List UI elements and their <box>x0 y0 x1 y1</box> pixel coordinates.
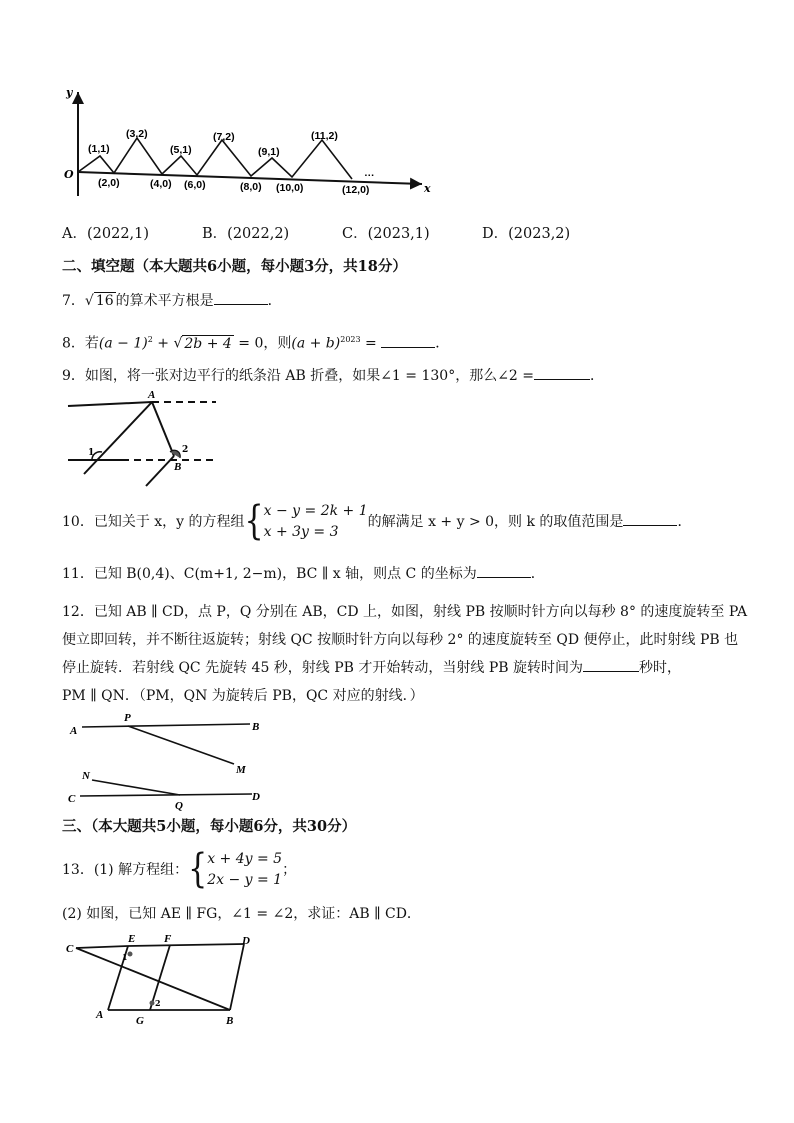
bottom-label: (2,0) <box>98 177 120 189</box>
section-3-title: 三、（本大题共5小题，每小题6分，共30分） <box>62 818 357 835</box>
point-q-label: Q <box>175 800 183 812</box>
question-13-part-1: 13．(1) 解方程组：{x + 4y = 5 2x − y = 1； <box>62 845 297 893</box>
ellipsis: … <box>364 167 375 179</box>
peak-label: (3,2) <box>126 128 148 140</box>
point-c-label: C <box>66 943 74 955</box>
q12-line-4: PM ∥ QN．（PM，QN 为旋转后 PB，QC 对应的射线．） <box>62 688 424 704</box>
origin-label: O <box>64 168 74 181</box>
point-f-label: F <box>164 933 172 945</box>
point-a-label: A <box>96 1009 104 1021</box>
figure-q13-parallelogram <box>62 932 262 1028</box>
peak-label: (11,2) <box>311 130 338 142</box>
question-7: 7．√ 16 的算术平方根是 ． <box>62 290 282 311</box>
choice-b: B．(2022,2) <box>202 226 290 242</box>
question-11: 11．已知 B(0,4)、C(m+1, 2−m)，BC ∥ x 轴，则点 C 的坐标为 ． <box>62 563 545 584</box>
point-p-label: P <box>124 712 131 724</box>
figure-q9-folded-strip <box>62 388 222 490</box>
bottom-label: (8,0) <box>240 181 262 193</box>
peak-label: (7,2) <box>213 131 235 143</box>
point-c-label: C <box>68 793 76 805</box>
choice-c: C．(2023,1) <box>342 226 430 242</box>
question-10: 10．已知关于 x，y 的方程组{x − y = 2k + 1 x + 3y = 3的解满足 x + y > 0，则 k 的取值范围是 ． <box>62 497 692 545</box>
point-a-label: A <box>70 725 78 737</box>
point-d-label: D <box>242 935 250 947</box>
point-d-label: D <box>252 791 260 803</box>
point-b-label: B <box>252 721 260 733</box>
q12-line-1: 12．已知 AB ∥ CD，点 P，Q 分别在 AB，CD 上，如图，射线 PB 按顺时针方向以每秒 8° 的速度旋转至 PA <box>62 604 748 620</box>
angle-1-label: 1 <box>122 952 128 962</box>
q12-line-2: 便立即回转，并不断往返旋转；射线 QC 按顺时针方向以每秒 2° 的速度旋转至 QD 便停止，此时射线 PB 也 <box>62 632 739 648</box>
question-13-part-2: (2) 如图，已知 AE ∥ FG，∠1 = ∠2，求证：AB ∥ CD． <box>62 906 421 922</box>
q12-line-3: 停止旋转．若射线 QC 先旋转 45 秒，射线 PB 才开始转动，当射线 PB 旋转时间为 秒时， <box>62 654 747 682</box>
point-b-label: B <box>174 461 182 473</box>
angle-2-label: 2 <box>182 445 189 455</box>
bottom-label: (6,0) <box>184 179 206 191</box>
y-axis-label: y <box>66 86 73 99</box>
angle-1-label: 1 <box>88 448 95 458</box>
question-12 <box>62 598 747 710</box>
point-m-label: M <box>236 764 246 776</box>
bottom-label: (10,0) <box>276 182 304 194</box>
question-9: 9．如图，将一张对边平行的纸条沿 AB 折叠，如果∠1 = 130°，那么∠2 = ． <box>62 365 604 386</box>
x-axis-label: x <box>424 182 431 195</box>
bottom-label: (12,0) <box>342 184 370 196</box>
bottom-label: (4,0) <box>150 178 172 190</box>
point-e-label: E <box>128 933 136 945</box>
peak-label: (1,1) <box>88 143 110 155</box>
point-n-label: N <box>82 770 90 782</box>
point-a-label: A <box>148 389 156 401</box>
peak-label: (5,1) <box>170 144 192 156</box>
question-8: 8．若$(a - 1)^2$ + √ 2b + 4 = 0，则$(a + b)^{2023}$ = ． <box>62 330 449 354</box>
point-g-label: G <box>136 1015 144 1027</box>
angle-2-label: 2 <box>155 998 161 1008</box>
point-b-label: B <box>226 1015 234 1027</box>
figure-q6-coordinate-zigzag <box>60 86 440 202</box>
peak-label: (9,1) <box>258 146 280 158</box>
figure-q12-parallel-rays <box>62 708 272 814</box>
section-2-title: 二、填空题（本大题共6小题，每小题3分，共18分） <box>62 258 407 275</box>
choice-d: D．(2023,2) <box>482 226 571 242</box>
choice-a: A．(2022,1) <box>62 226 150 242</box>
